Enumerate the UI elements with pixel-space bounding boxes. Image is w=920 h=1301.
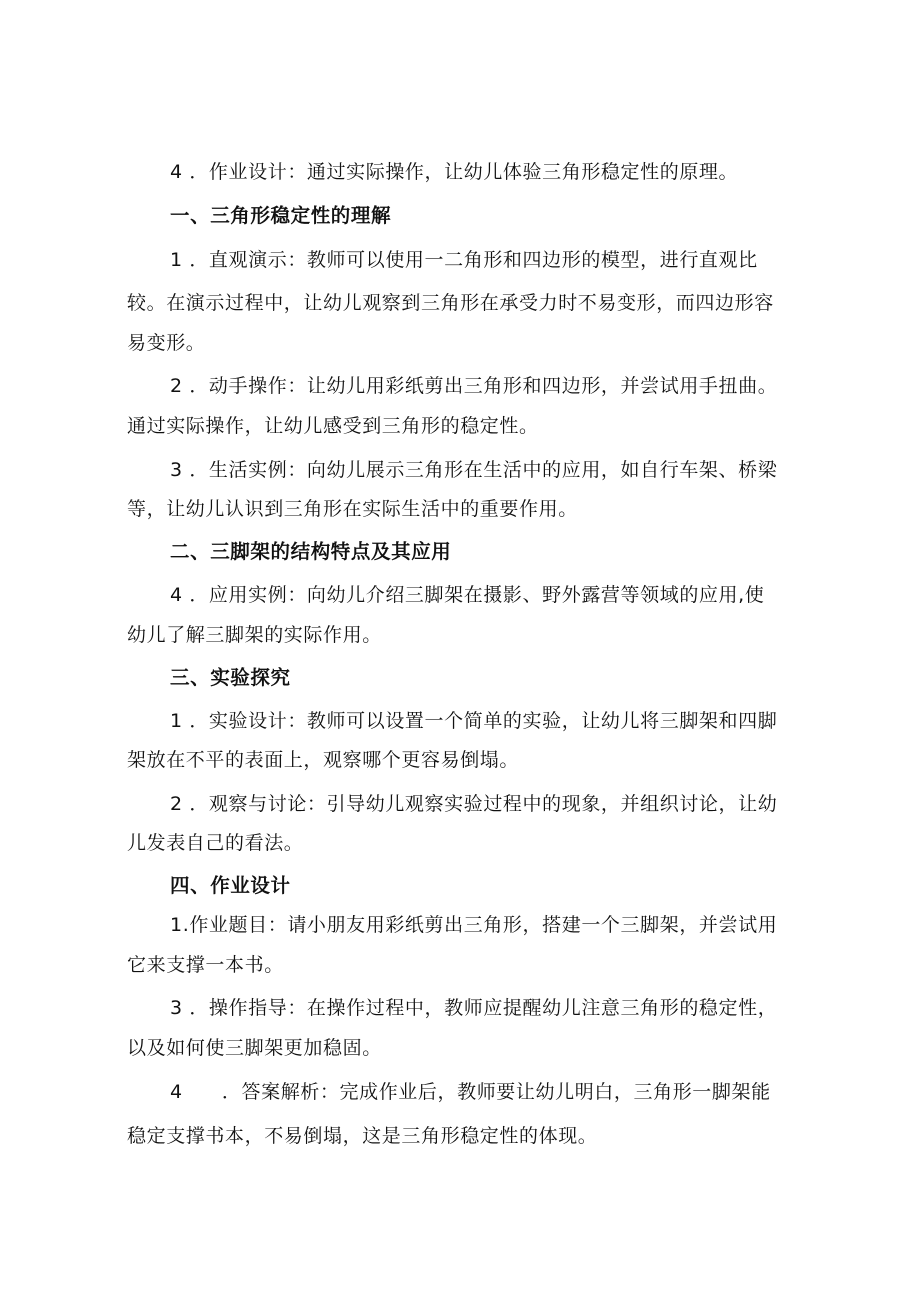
text-line: 通过实际操作，让幼儿感受到三角形的稳定性。 [127, 415, 539, 437]
text-line: 幼儿了解三脚架的实际作用。 [127, 624, 382, 646]
text-line: 它来支撑一本书。 [127, 954, 284, 976]
text-line: 3 ．操作指导：在操作过程中，教师应提醒幼儿注意三角形的稳定性， [170, 997, 778, 1019]
text-line: 4 ．作业设计：通过实际操作，让幼儿体验三角形稳定性的原理。 [170, 161, 739, 183]
text-line: 儿发表自己的看法。 [127, 832, 304, 854]
section-heading: 三、实验探究 [170, 666, 291, 689]
text-line: 4 ．应用实例：向幼儿介绍三脚架在摄影、野外露营等领域的应用,使 [170, 584, 765, 606]
text-line: 1 ．实验设计：教师可以设置一个简单的实验，让幼儿将三脚架和四脚 [170, 710, 778, 732]
text-line: 较。在演示过程中，让幼儿观察到三角形在承受力时不易变形，而四边形容 [127, 292, 774, 314]
text-line: 稳定支撑书本，不易倒塌，这是三角形稳定性的体现。 [127, 1125, 598, 1147]
section-heading: 一、三角形稳定性的理解 [170, 204, 392, 227]
text-line: 4 ．答案解析：完成作业后，教师要让幼儿明白，三角形一脚架能 [170, 1081, 771, 1103]
text-line: 以及如何使三脚架更加稳固。 [127, 1037, 382, 1059]
text-line: 3 ．生活实例：向幼儿展示三角形在生活中的应用，如自行车架、桥梁 [170, 459, 778, 481]
section-heading: 四、作业设计 [170, 874, 291, 897]
text-line: 等，让幼儿认识到三角形在实际生活中的重要作用。 [127, 498, 578, 520]
text-line: 1 ．直观演示：教师可以使用一二角形和四边形的模型，进行直观比 [170, 249, 758, 271]
text-line: 易变形。 [127, 332, 206, 354]
section-heading: 二、三脚架的结构特点及其应用 [170, 540, 452, 563]
text-line: 2 ．观察与讨论：引导幼儿观察实验过程中的现象，并组织讨论，让幼 [170, 793, 778, 815]
text-line: 1.作业题目：请小朋友用彩纸剪出三角形，搭建一个三脚架，并尝试用 [170, 914, 778, 936]
text-line: 架放在不平的表面上，观察哪个更容易倒塌。 [127, 749, 520, 771]
text-line: 2 ．动手操作：让幼儿用彩纸剪出三角形和四边形，并尝试用手扭曲。 [170, 375, 778, 397]
